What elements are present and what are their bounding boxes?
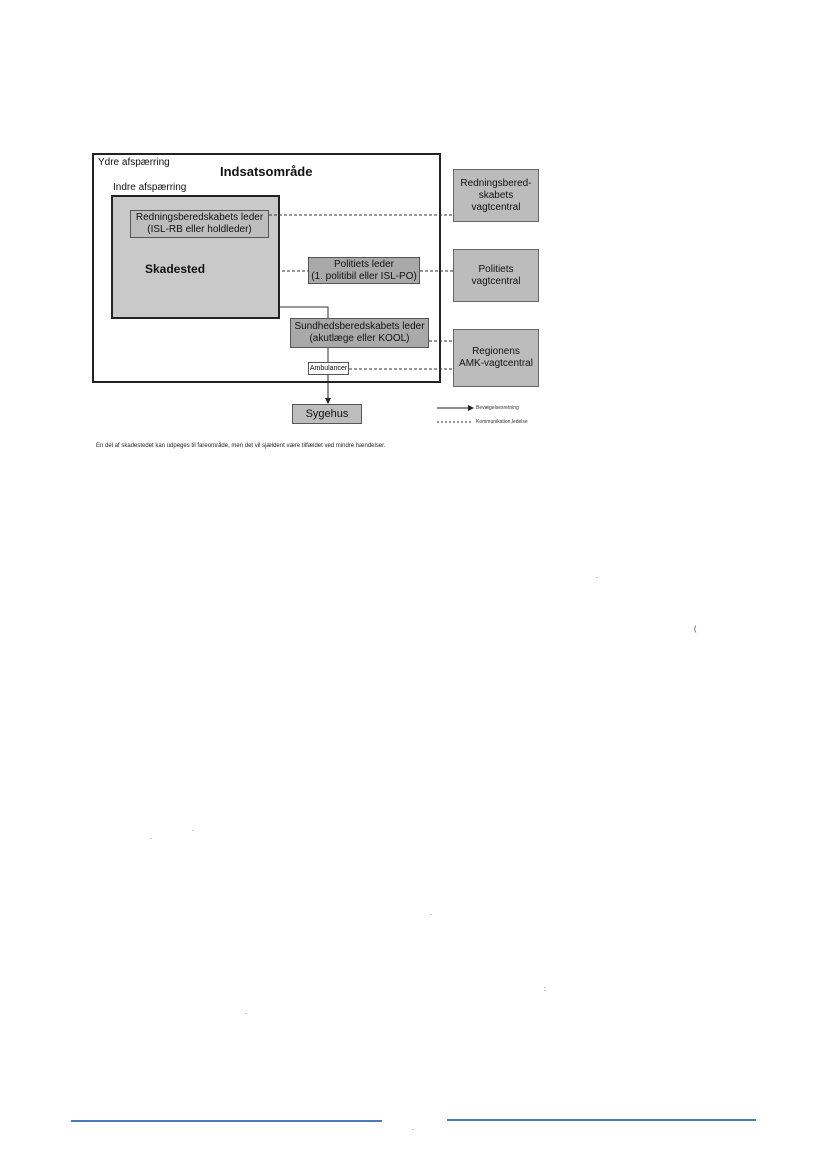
- legend-communication-label: Kommunikation,ledelse: [476, 419, 528, 425]
- footer-rule-left: [71, 1120, 382, 1122]
- inner-cordon-label: Indre afspærring: [113, 182, 187, 193]
- outer-cordon-label: Ydre afspærring: [98, 157, 170, 168]
- area-title: Indsatsområde: [220, 164, 313, 179]
- scan-speck: .: [596, 573, 598, 580]
- police-leader-box: Politiets leder (1. politibil eller ISL-PO): [308, 257, 420, 284]
- fire-dispatch-box: Redningsbered- skabets vagtcentral: [453, 169, 539, 222]
- footer-rule-right: [447, 1119, 756, 1121]
- police-dispatch-box: Politiets vagtcentral: [453, 249, 539, 302]
- scan-speck: .: [245, 1009, 247, 1016]
- incident-site-label: Skadested: [145, 262, 206, 276]
- scan-speck: (: [694, 626, 697, 633]
- fire-leader-box: Redningsberedskabets leder (ISL-RB eller holdleder): [130, 210, 269, 238]
- region-dispatch-box: Regionens AMK-vagtcentral: [453, 329, 539, 387]
- ambulance-box: Ambulancer: [308, 362, 349, 375]
- hospital-box: Sygehus: [292, 404, 362, 424]
- scan-speck: .: [412, 1125, 414, 1132]
- scan-speck: .: [150, 834, 152, 841]
- legend-movement-label: Bevægelsesretning: [476, 405, 519, 411]
- figure-caption: En del af skadestedet kan udpeges til fareområde, men det vil sjældent være tilfældet ved mindre hændelser.: [96, 443, 386, 449]
- scan-speck: :: [544, 986, 546, 993]
- health-leader-box: Sundhedsberedskabets leder (akutlæge eller KOOL): [290, 318, 429, 348]
- scan-speck: .: [430, 910, 432, 917]
- scan-speck: .: [192, 826, 194, 833]
